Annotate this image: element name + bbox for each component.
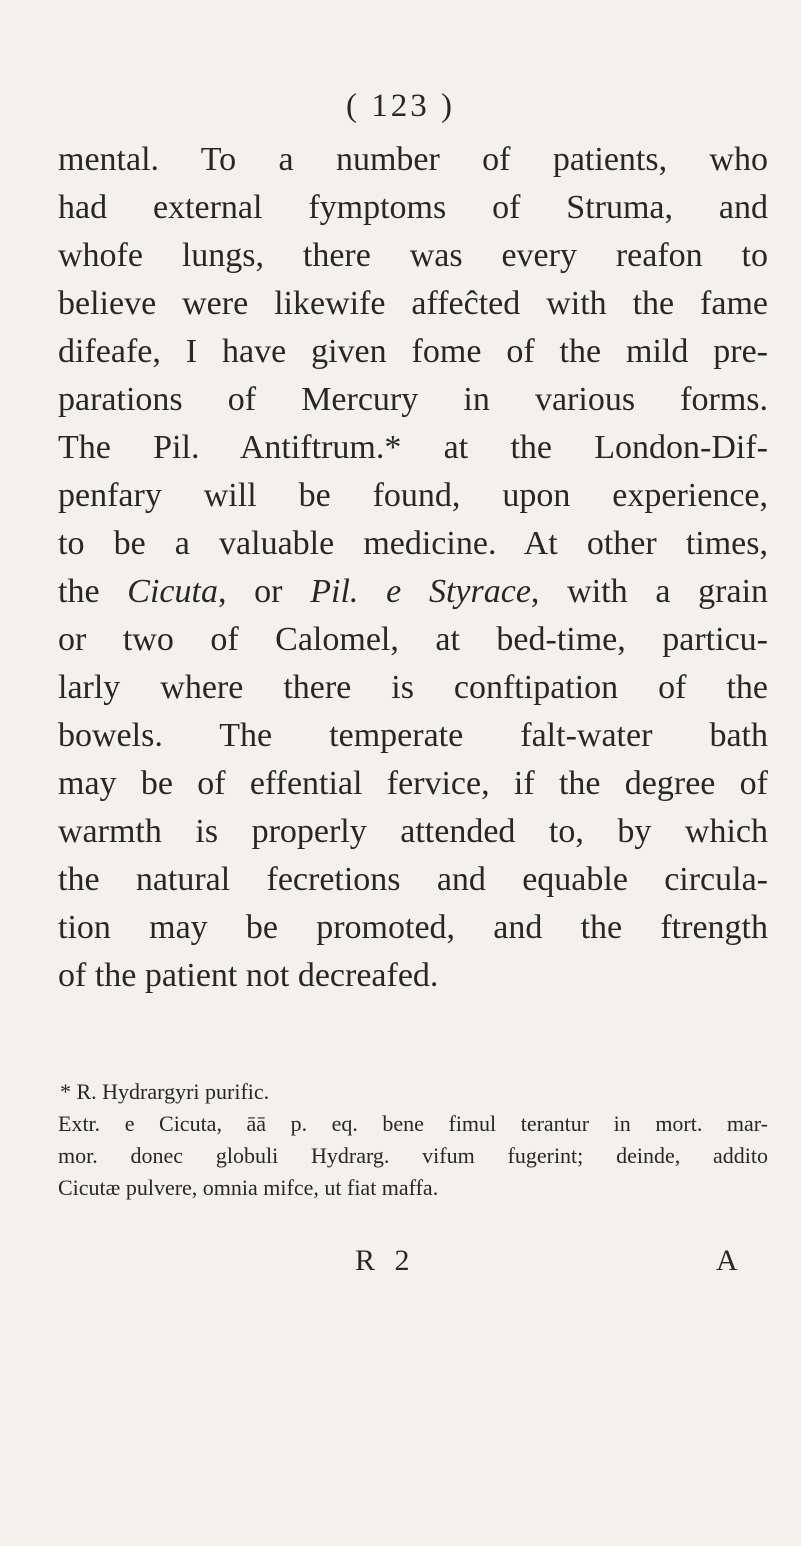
text-line-with-italics [58,568,768,616]
text-line: bowels. The temperate falt-water bath [58,717,768,754]
text-line: difeafe, I have given fome of the mild pre- [58,333,768,370]
italic-term-cicuta: Cicuta [127,573,218,610]
footnote-line: mor. donec globuli Hydrarg. vifum fugerint; deinde, addito [58,1143,768,1168]
text-line: believe were likewife affeĉted with the fame [58,285,768,322]
body-text [58,136,768,1000]
text-line: had external fymptoms of Struma, and [58,189,768,226]
text-line: penfary will be found, upon experience, [58,477,768,514]
text-fragment: , with a grain [530,573,769,610]
footnote [58,1076,768,1204]
page-number: ( 123 ) [346,88,455,124]
text-line: the natural fecretions and equable circula- [58,861,768,898]
signature-mark: R 2 [355,1244,416,1277]
text-line: of the patient not decreafed. [58,957,439,994]
text-line: mental. To a number of patients, who [58,141,768,178]
text-fragment: , or [217,573,311,610]
text-line: parations of Mercury in various forms. [58,381,768,418]
catchline [0,1244,801,1284]
text-line: whofe lungs, there was every reafon to [58,237,768,274]
italic-term-pil-styrace: Pil. e Styrace [310,573,531,610]
text-line: larly where there is conftipation of the [58,669,768,706]
text-line: The Pil. Antiftrum.* at the London-Dif- [58,429,768,466]
text-line: may be of effential fervice, if the degree of [58,765,768,802]
text-line: tion may be promoted, and the ftrength [58,909,768,946]
catchword: A [716,1244,738,1277]
text-line: to be a valuable medicine. At other times, [58,525,768,562]
footnote-line: Cicutæ pulvere, omnia mifce, ut fiat maffa. [58,1175,439,1200]
footnote-line: * R. Hydrargyri purific. [60,1079,270,1104]
text-fragment: the [58,573,128,610]
text-line: or two of Calomel, at bed-time, particu- [58,621,768,658]
text-line: warmth is properly attended to, by which [58,813,768,850]
footnote-line: Extr. e Cicuta, āā p. eq. bene fimul terantur in mort. mar- [58,1111,768,1136]
